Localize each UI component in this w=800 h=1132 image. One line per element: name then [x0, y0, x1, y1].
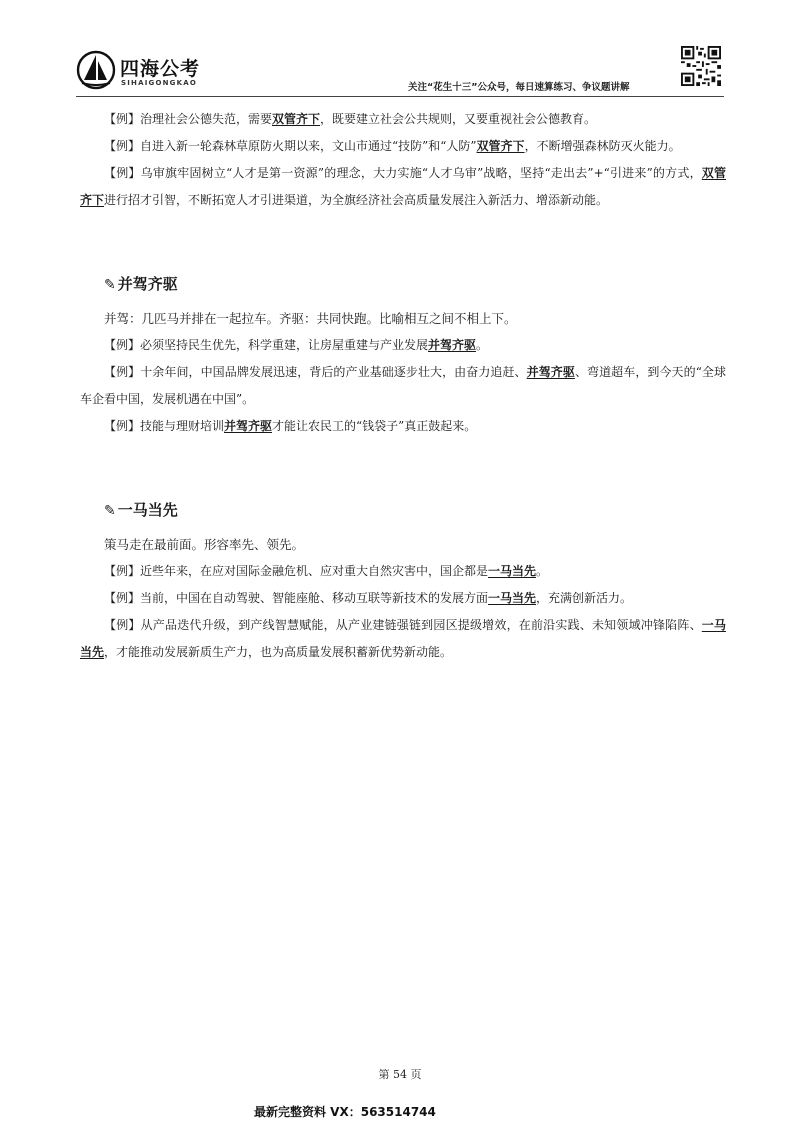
- idiom-keyword: 并驾齐驱: [428, 338, 477, 352]
- idiom-keyword: 双管齐下: [80, 166, 726, 207]
- section-heading: ✎ 一马当先: [104, 496, 726, 525]
- idiom-keyword: 一马当先: [488, 564, 537, 578]
- idiom-definition: 并驾：几匹马并排在一起拉车。齐驱：共同快跑。比喻相互之间不相上下。: [104, 311, 517, 326]
- idiom-keyword: 双管齐下: [476, 139, 525, 153]
- example-paragraph: 【例】当前，中国在自动驾驶、智能座舱、移动互联等新技术的发展方面一马当先，充满创新活力。: [104, 591, 633, 605]
- page-header: [0, 0, 800, 104]
- idiom-keyword: 并驾齐驱: [526, 365, 575, 379]
- idiom-keyword: 并驾齐驱: [224, 419, 273, 433]
- example-paragraph: 【例】必须坚持民生优先，科学重建，让房屋重建与产业发展并驾齐驱。: [104, 338, 489, 352]
- example-paragraph: 【例】从产品迭代升级，到产线智慧赋能，从产业建链强链到园区提级增效，在前沿实践、未知领域冲锋陷阵、一马当先，才能推动发展新质生产力，也为高质量发展积蓄新优势新动能。: [80, 618, 726, 659]
- example-paragraph: 【例】乌审旗牢固树立“人才是第一资源”的理念，大力实施“人才乌审”战略，坚持“走出去”+“引进来”的方式，双管齐下进行招才引智，不断拓宽人才引进渠道，为全旗经济社会高质量发展注入新活力、增添新动能。: [80, 166, 726, 207]
- section-heading: ✎ 并驾齐驱: [104, 270, 726, 299]
- header-tagline: 关注“花生十三”公众号，每日速算练习、争议题讲解: [408, 82, 630, 93]
- section-yimadangxian: [80, 496, 726, 666]
- brand-name-cn: 四海公考: [120, 58, 201, 80]
- example-paragraph: 【例】十余年间，中国品牌发展迅速，背后的产业基础逐步壮大，由奋力追赶、并驾齐驱、弯道超车，到今天的“全球车企看中国，发展机遇在中国”。: [80, 365, 726, 406]
- pencil-icon: ✎: [104, 503, 116, 519]
- pencil-icon: ✎: [104, 277, 116, 293]
- idiom-keyword: 一马当先: [488, 591, 537, 605]
- footer-contact: 最新完整资料 VX：563514744: [254, 1105, 436, 1119]
- qr-code-icon: [681, 46, 721, 86]
- page-content: [80, 106, 726, 666]
- sail-logo-icon: [76, 50, 116, 90]
- brand-logo: [76, 50, 246, 98]
- page-number: 第 54 页: [378, 1068, 422, 1081]
- idiom-definition: 策马走在最前面。形容率先、领先。: [104, 537, 305, 552]
- idiom-keyword: 一马当先: [80, 618, 726, 659]
- brand-name-en: SIHAIGONGKAO: [121, 79, 198, 87]
- example-paragraph: 【例】技能与理财培训并驾齐驱才能让农民工的“钱袋子”真正鼓起来。: [104, 419, 477, 433]
- header-divider: [76, 96, 724, 97]
- idiom-keyword: 双管齐下: [272, 112, 321, 126]
- section-shuangguanqixia: [80, 106, 726, 214]
- example-paragraph: 【例】治理社会公德失范，需要双管齐下，既要建立社会公共规则，又要重视社会公德教育。: [104, 112, 597, 126]
- section-bingjiaqiqu: [80, 270, 726, 440]
- example-paragraph: 【例】近些年来，在应对国际金融危机、应对重大自然灾害中，国企都是一马当先。: [104, 564, 549, 578]
- example-paragraph: 【例】自进入新一轮森林草原防火期以来，文山市通过“技防”和“人防”双管齐下，不断增强森林防灭火能力。: [104, 139, 681, 153]
